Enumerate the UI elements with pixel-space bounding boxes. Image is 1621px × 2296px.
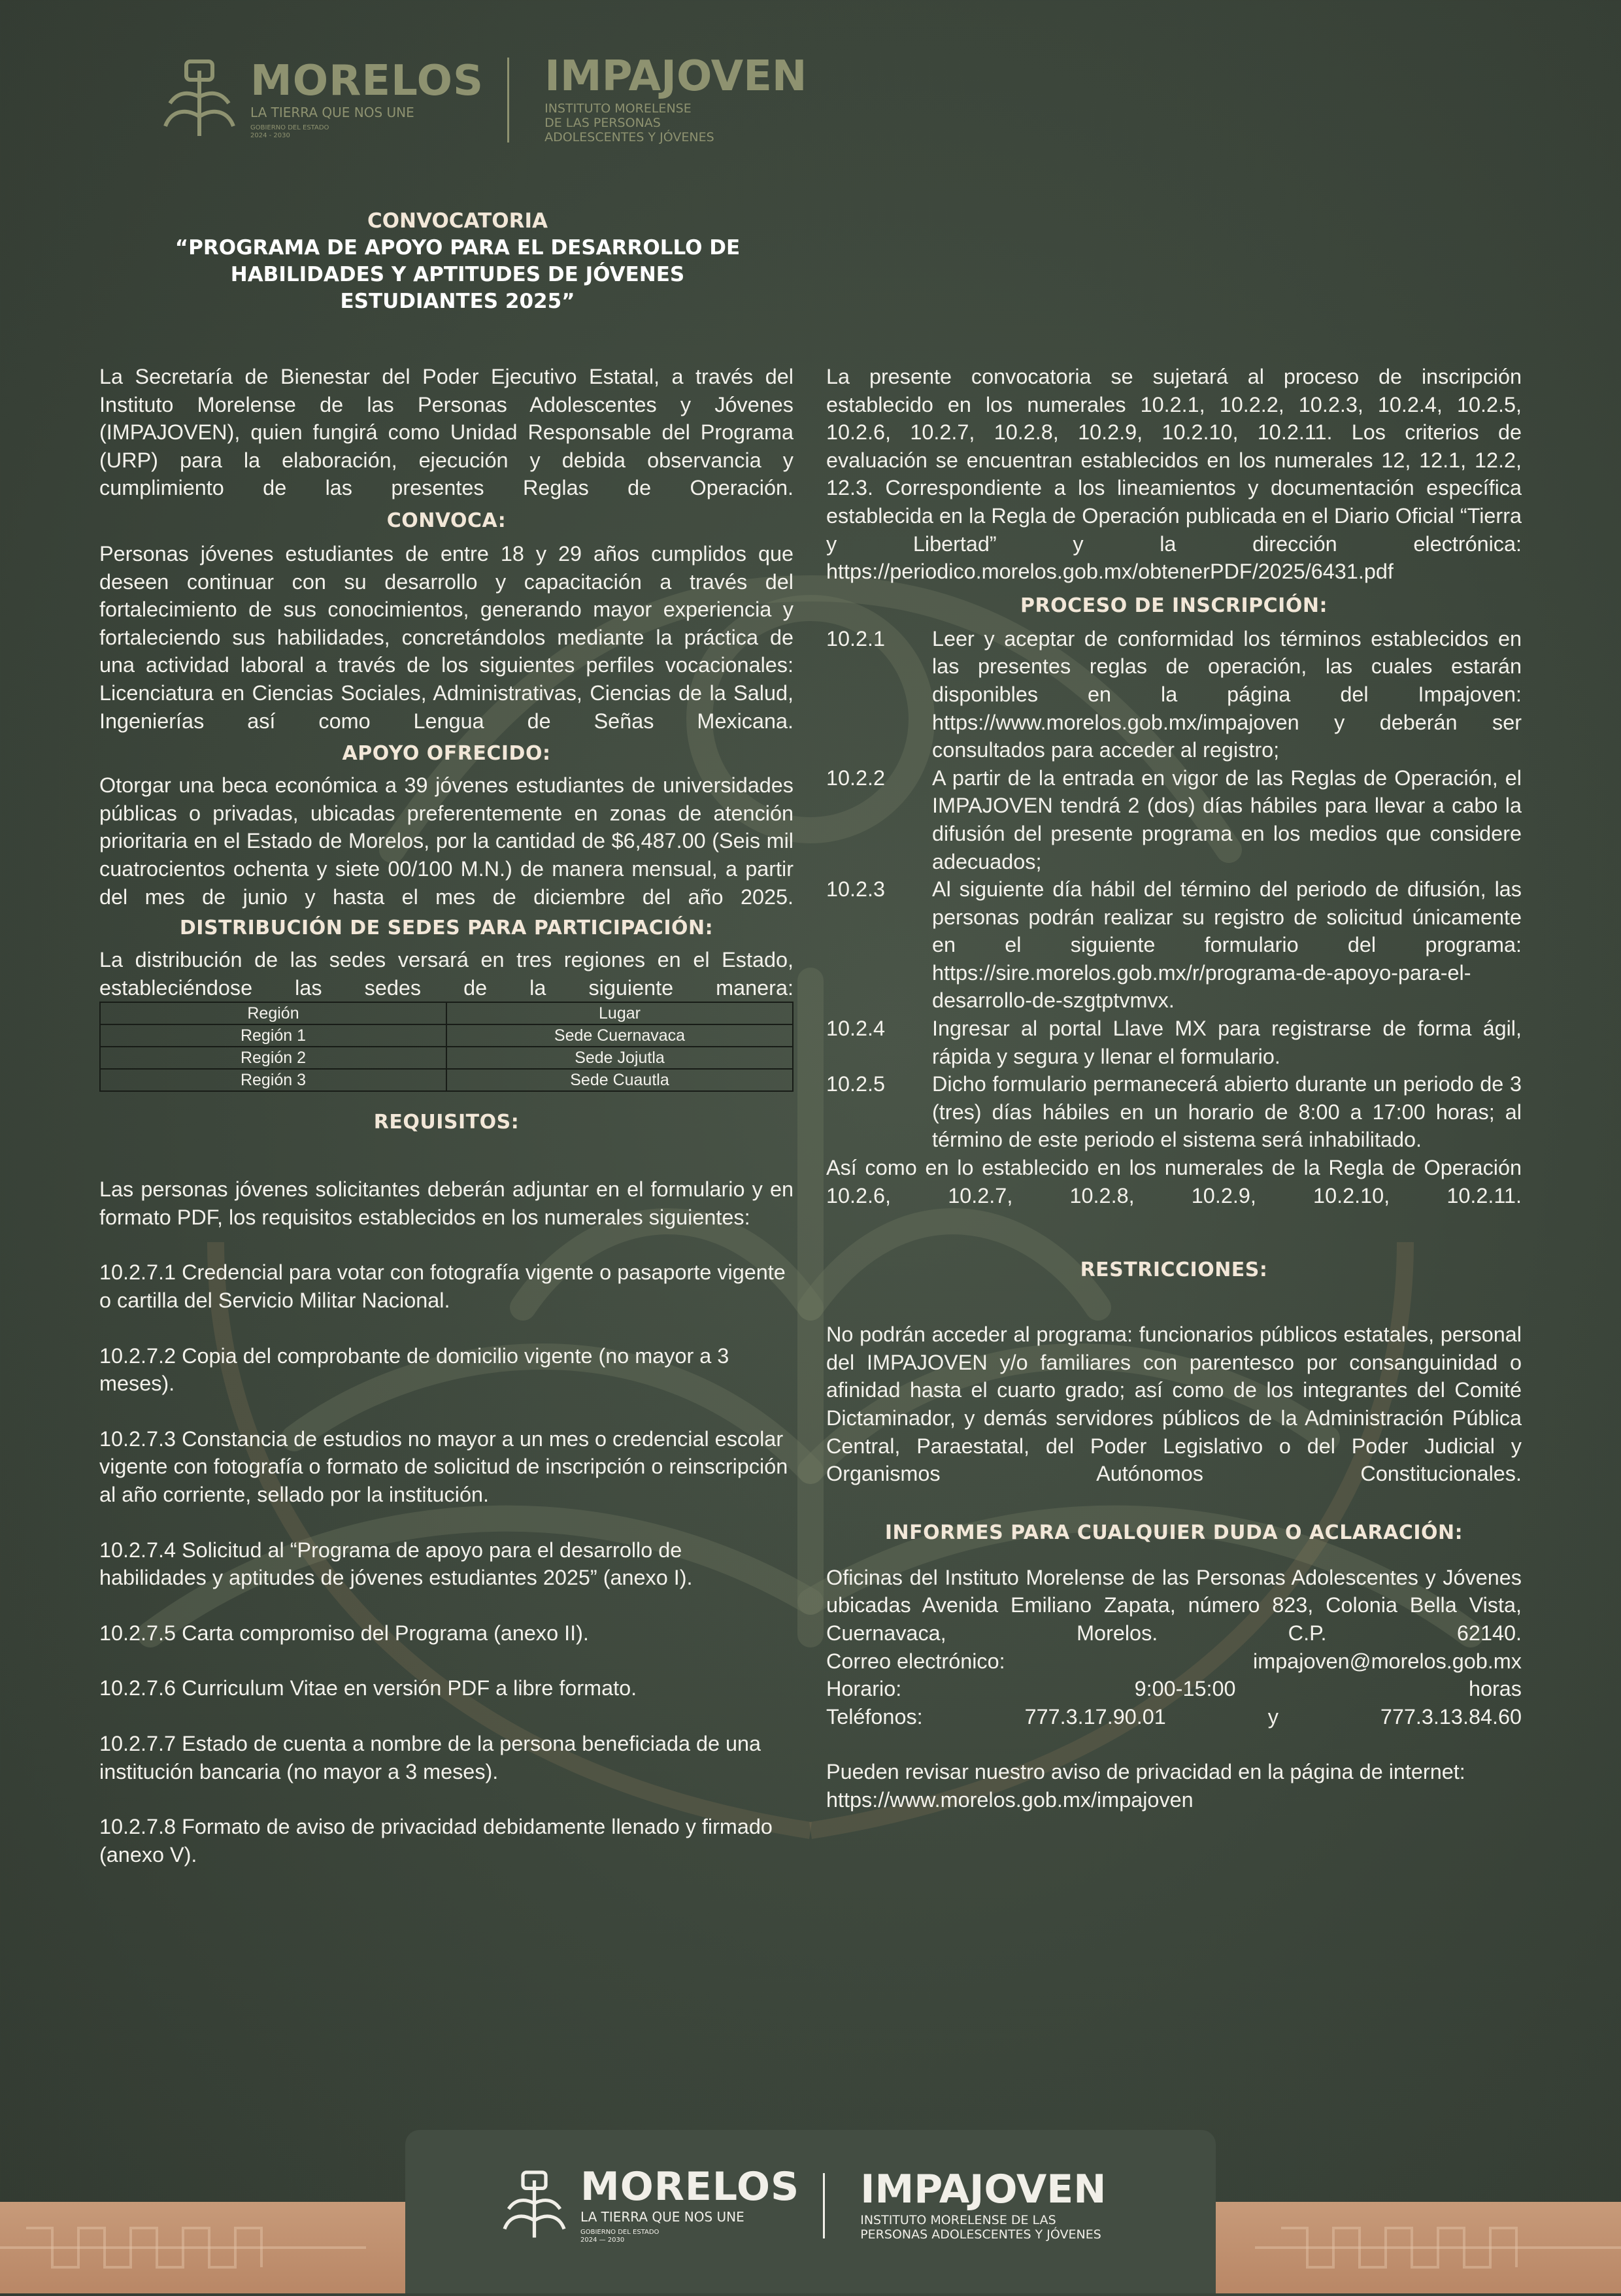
requisito-item: 10.2.7.6 Curriculum Vitae en versión PDF a libre formato. xyxy=(99,1676,637,1700)
logo-divider xyxy=(507,58,509,143)
regions-table xyxy=(99,1002,794,1092)
proceso-text: Al siguiente día hábil del término del periodo de difusión, las personas podrán realizar su registro de solicitud únicamente en el siguiente formulario del programa: https://sire.morelos.gob.mx/r/programa-de-apoyo-para-el-desarrollo-de-szgtptvmvx. xyxy=(932,877,1522,1013)
correo-row xyxy=(826,1647,1522,1676)
proceso-number: 10.2.3 xyxy=(826,877,886,902)
morelos-emblem-icon xyxy=(500,2169,569,2244)
informes-address: Oficinas del Instituto Morelense de las Personas Adolescentes y Jóvenes ubicadas Avenida Emiliano Zapata, número 823, Colonia Bella Vista, Cuernavaca, Morelos. C.P. 62140. xyxy=(826,1565,1522,1645)
restricciones-heading: RESTRICCIONES: xyxy=(1080,1258,1268,1282)
footer-brand-tagline: LA TIERRA QUE NOS UNE xyxy=(580,2209,744,2225)
horario-unit: horas xyxy=(1468,1677,1522,1701)
institute-sub-2: DE LAS PERSONAS xyxy=(544,116,661,130)
footer-gov-line1: GOBIERNO DEL ESTADO xyxy=(580,2229,660,2236)
telefono-2: 777.3.13.84.60 xyxy=(1380,1704,1522,1729)
gov-line1: GOBIERNO DEL ESTADO xyxy=(250,124,329,131)
institute-name: IMPAJOVEN xyxy=(544,52,807,101)
privacidad-text: Pueden revisar nuestro aviso de privacidad en la página de internet: xyxy=(826,1760,1465,1784)
restricciones-paragraph: No podrán acceder al programa: funcionarios públicos estatales, personal del IMPAJOVEN y/o familiares con parentesco por consanguinidad o afinidad hasta el cuarto grado; así como de los integrantes del Comité Dictaminador, y demás servidores públicos de la Administración Pública Central, Paraestatal, del Poder Legislativo o del Poder Judicial y Organismos Autónomos Constitucionales. xyxy=(826,1323,1522,1486)
table-cell: Sede Cuautla xyxy=(446,1069,793,1091)
footer-logo-divider xyxy=(823,2173,825,2238)
intro-paragraph: La Secretaría de Bienestar del Poder Ejecutivo Estatal, a través del Instituto Morelense de las Personas Adolescentes y Jóvenes (IMPAJOVEN), quien fungirá como Unidad Responsable del Programa (URP) para la elaboración, ejecución y debida observancia y cumplimiento de las presentes Reglas de Operación. xyxy=(99,365,794,500)
brand-government xyxy=(250,124,484,140)
brand-name: MORELOS xyxy=(250,57,484,105)
right-intro-paragraph xyxy=(826,363,1522,586)
footer-institute-sub-2: PERSONAS ADOLESCENTES Y JÓVENES xyxy=(860,2227,1101,2242)
distribucion-heading: DISTRIBUCIÓN DE SEDES PARA PARTICIPACIÓN: xyxy=(179,917,714,940)
horario-label: Horario: xyxy=(826,1677,902,1701)
right-intro-text: La presente convocatoria se sujetará al proceso de inscripción establecido en los numerales 10.2.1, 10.2.2, 10.2.3, 10.2.4, 10.2.5, 10.2.6, 10.2.7, 10.2.8, 10.2.9, 10.2.10, 10.2.11. Los criterios de evaluación se encuentran establecidos en los numerales 12, 12.1, 12.2, 12.3. Correspondiente a los lineamientos y documentación específica establecida en la Regla de Operación publicada en el Diario Oficial “Tierra y Libertad” y la dirección electrónica: xyxy=(826,365,1522,556)
privacidad-link[interactable]: https://www.morelos.gob.mx/impajoven xyxy=(826,1787,1194,1812)
proceso-item xyxy=(826,875,1522,1015)
proceso-text: Ingresar al portal Llave MX para registrarse de forma ágil, rápida y segura y llenar el formulario. xyxy=(932,1017,1522,1068)
right-column xyxy=(826,363,1522,1814)
horario-row xyxy=(826,1675,1522,1703)
proceso-number: 10.2.2 xyxy=(826,766,886,790)
requisitos-heading: REQUISITOS: xyxy=(373,1111,520,1134)
table-header-cell: Región xyxy=(100,1002,446,1024)
header-logo xyxy=(160,52,807,144)
footer-brand-government xyxy=(580,2229,799,2244)
title-line3: HABILIDADES Y APTITUDES DE JÓVENES xyxy=(230,263,685,286)
footer-institute-subtitle xyxy=(860,2213,1106,2242)
proceso-closing: Así como en lo establecido en los numerales de la Regla de Operación 10.2.6, 10.2.7, 10.2.8, 10.2.9, 10.2.10, 10.2.11. xyxy=(826,1156,1522,1207)
distribucion-paragraph: La distribución de las sedes versará en tres regiones en el Estado, estableciéndose las sedes de la siguiente manera: xyxy=(99,948,794,1000)
requisito-item: 10.2.7.4 Solicitud al “Programa de apoyo para el desarrollo de habilidades y aptitudes de jóvenes estudiantes 2025” (anexo I). xyxy=(99,1538,693,1590)
requisitos-intro: Las personas jóvenes solicitantes deberán adjuntar en el formulario y en formato PDF, los requisitos establecidos en los numerales siguientes: xyxy=(99,1177,794,1229)
table-header-row xyxy=(100,1002,793,1024)
proceso-number: 10.2.4 xyxy=(826,1017,886,1041)
requisito-item: 10.2.7.7 Estado de cuenta a nombre de la persona beneficiada de una institución bancaria (no mayor a 3 meses). xyxy=(99,1732,761,1783)
proceso-item xyxy=(826,764,1522,875)
proceso-item xyxy=(826,1015,1522,1070)
footer-institute-sub-1: INSTITUTO MORELENSE DE LAS xyxy=(860,2213,1056,2227)
telefono-1: 777.3.17.90.01 xyxy=(1024,1704,1166,1729)
proceso-text: Dicho formulario permanecerá abierto durante un periodo de 3 (tres) días hábiles en un horario de 8:00 a 17:00 horas; al término de este periodo el sistema será inhabilitado. xyxy=(932,1072,1522,1152)
requisito-item: 10.2.7.5 Carta compromiso del Programa (anexo II). xyxy=(99,1621,589,1645)
convoca-heading: CONVOCA: xyxy=(386,509,507,532)
requisito-item: 10.2.7.8 Formato de aviso de privacidad debidamente llenado y firmado (anexo V). xyxy=(99,1815,773,1866)
convoca-paragraph: Personas jóvenes estudiantes de entre 18 y 29 años cumplidos que deseen continuar con su desarrollo y capacitación a través del fortalecimiento de sus conocimientos, generando mayor experiencia y fortaleciendo sus habilidades, concretándolos mediante la práctica de una actividad laboral a través de los siguientes perfiles vocacionales: Licenciatura en Ciencias Sociales, Administrativas, Ciencias de la Salud, Ingenierías así como Lengua de Señas Mexicana. xyxy=(99,541,794,733)
table-cell: Región 1 xyxy=(100,1024,446,1047)
footer-gov-line2: 2024 — 2030 xyxy=(580,2237,625,2244)
table-cell: Sede Cuernavaca xyxy=(446,1024,793,1047)
table-cell: Región 3 xyxy=(100,1069,446,1091)
brand-tagline: LA TIERRA QUE NOS UNE xyxy=(250,105,414,120)
footer-brand-name: MORELOS xyxy=(580,2164,800,2210)
institute-sub-1: INSTITUTO MORELENSE xyxy=(544,101,692,116)
morelos-emblem-icon xyxy=(160,58,239,143)
table-cell: Región 2 xyxy=(100,1047,446,1069)
gov-line2: 2024 - 2030 xyxy=(250,132,290,139)
table-row xyxy=(100,1047,793,1069)
apoyo-paragraph: Otorgar una beca económica a 39 jóvenes estudiantes de universidades públicas o privadas, ubicadas preferentemente en zonas de atención prioritaria en el Estado de Morelos, por la cantidad de $6,487.00 (Seis mil cuatrocientos ochenta y siete 00/100 M.N.) de manera mensual, a partir del mes de junio y hasta el mes de diciembre del año 2025. xyxy=(99,773,794,909)
telefonos-label: Teléfonos: xyxy=(826,1704,923,1729)
proceso-text: Leer y aceptar de conformidad los términos establecidos en las presentes reglas de operación, las cuales estarán disponibles en la página del Impajoven: https://www.morelos.gob.mx/impajoven y deberán ser consultados para acceder al registro; xyxy=(932,626,1522,762)
proceso-text: A partir de la entrada en vigor de las Reglas de Operación, el IMPAJOVEN tendrá 2 (dos) días hábiles para llevar a cabo la difusión del presente programa en los medios que considere adecuados; xyxy=(932,766,1522,873)
left-column xyxy=(99,363,794,1868)
proceso-number: 10.2.1 xyxy=(826,626,886,650)
informes-heading: INFORMES PARA CUALQUIER DUDA O ACLARACIÓN: xyxy=(884,1521,1463,1544)
institute-sub-3: ADOLESCENTES Y JÓVENES xyxy=(544,130,714,144)
requisito-item: 10.2.7.2 Copia del comprobante de domicilio vigente (no mayor a 3 meses). xyxy=(99,1343,729,1396)
periodico-link[interactable]: https://periodico.morelos.gob.mx/obtenerPDF/2025/6431.pdf xyxy=(826,560,1394,584)
horario-value: 9:00-15:00 xyxy=(1134,1677,1236,1701)
proceso-item xyxy=(826,1070,1522,1154)
proceso-item xyxy=(826,625,1522,764)
table-row xyxy=(100,1069,793,1091)
requisito-item: 10.2.7.1 Credencial para votar con fotografía vigente o pasaporte vigente o cartilla del Servicio Militar Nacional. xyxy=(99,1260,786,1313)
proceso-heading: PROCESO DE INSCRIPCIÓN: xyxy=(1020,594,1328,617)
correo-link[interactable]: impajoven@morelos.gob.mx xyxy=(1253,1649,1522,1673)
requisito-item: 10.2.7.3 Constancia de estudios no mayor a un mes o credencial escolar vigente con fotografía o formato de solicitud de inscripción o reinscripción al año corriente, sellado por la institución. xyxy=(99,1427,788,1507)
title-line2: “PROGRAMA DE APOYO PARA EL DESARROLLO DE xyxy=(175,236,741,260)
apoyo-heading: APOYO OFRECIDO: xyxy=(342,742,551,766)
table-cell: Sede Jojutla xyxy=(446,1047,793,1069)
table-row xyxy=(100,1024,793,1047)
page-title xyxy=(98,208,817,315)
institute-subtitle xyxy=(544,101,807,144)
proceso-number: 10.2.5 xyxy=(826,1072,886,1096)
telefonos-row xyxy=(826,1703,1522,1731)
title-line4: ESTUDIANTES 2025” xyxy=(340,290,575,313)
footer-logo xyxy=(500,2164,1107,2244)
correo-label: Correo electrónico: xyxy=(826,1649,1005,1673)
telefono-y: y xyxy=(1267,1704,1278,1729)
footer-institute-name: IMPAJOVEN xyxy=(860,2167,1107,2212)
table-header-cell: Lugar xyxy=(446,1002,793,1024)
title-line1: CONVOCATORIA xyxy=(367,209,548,233)
